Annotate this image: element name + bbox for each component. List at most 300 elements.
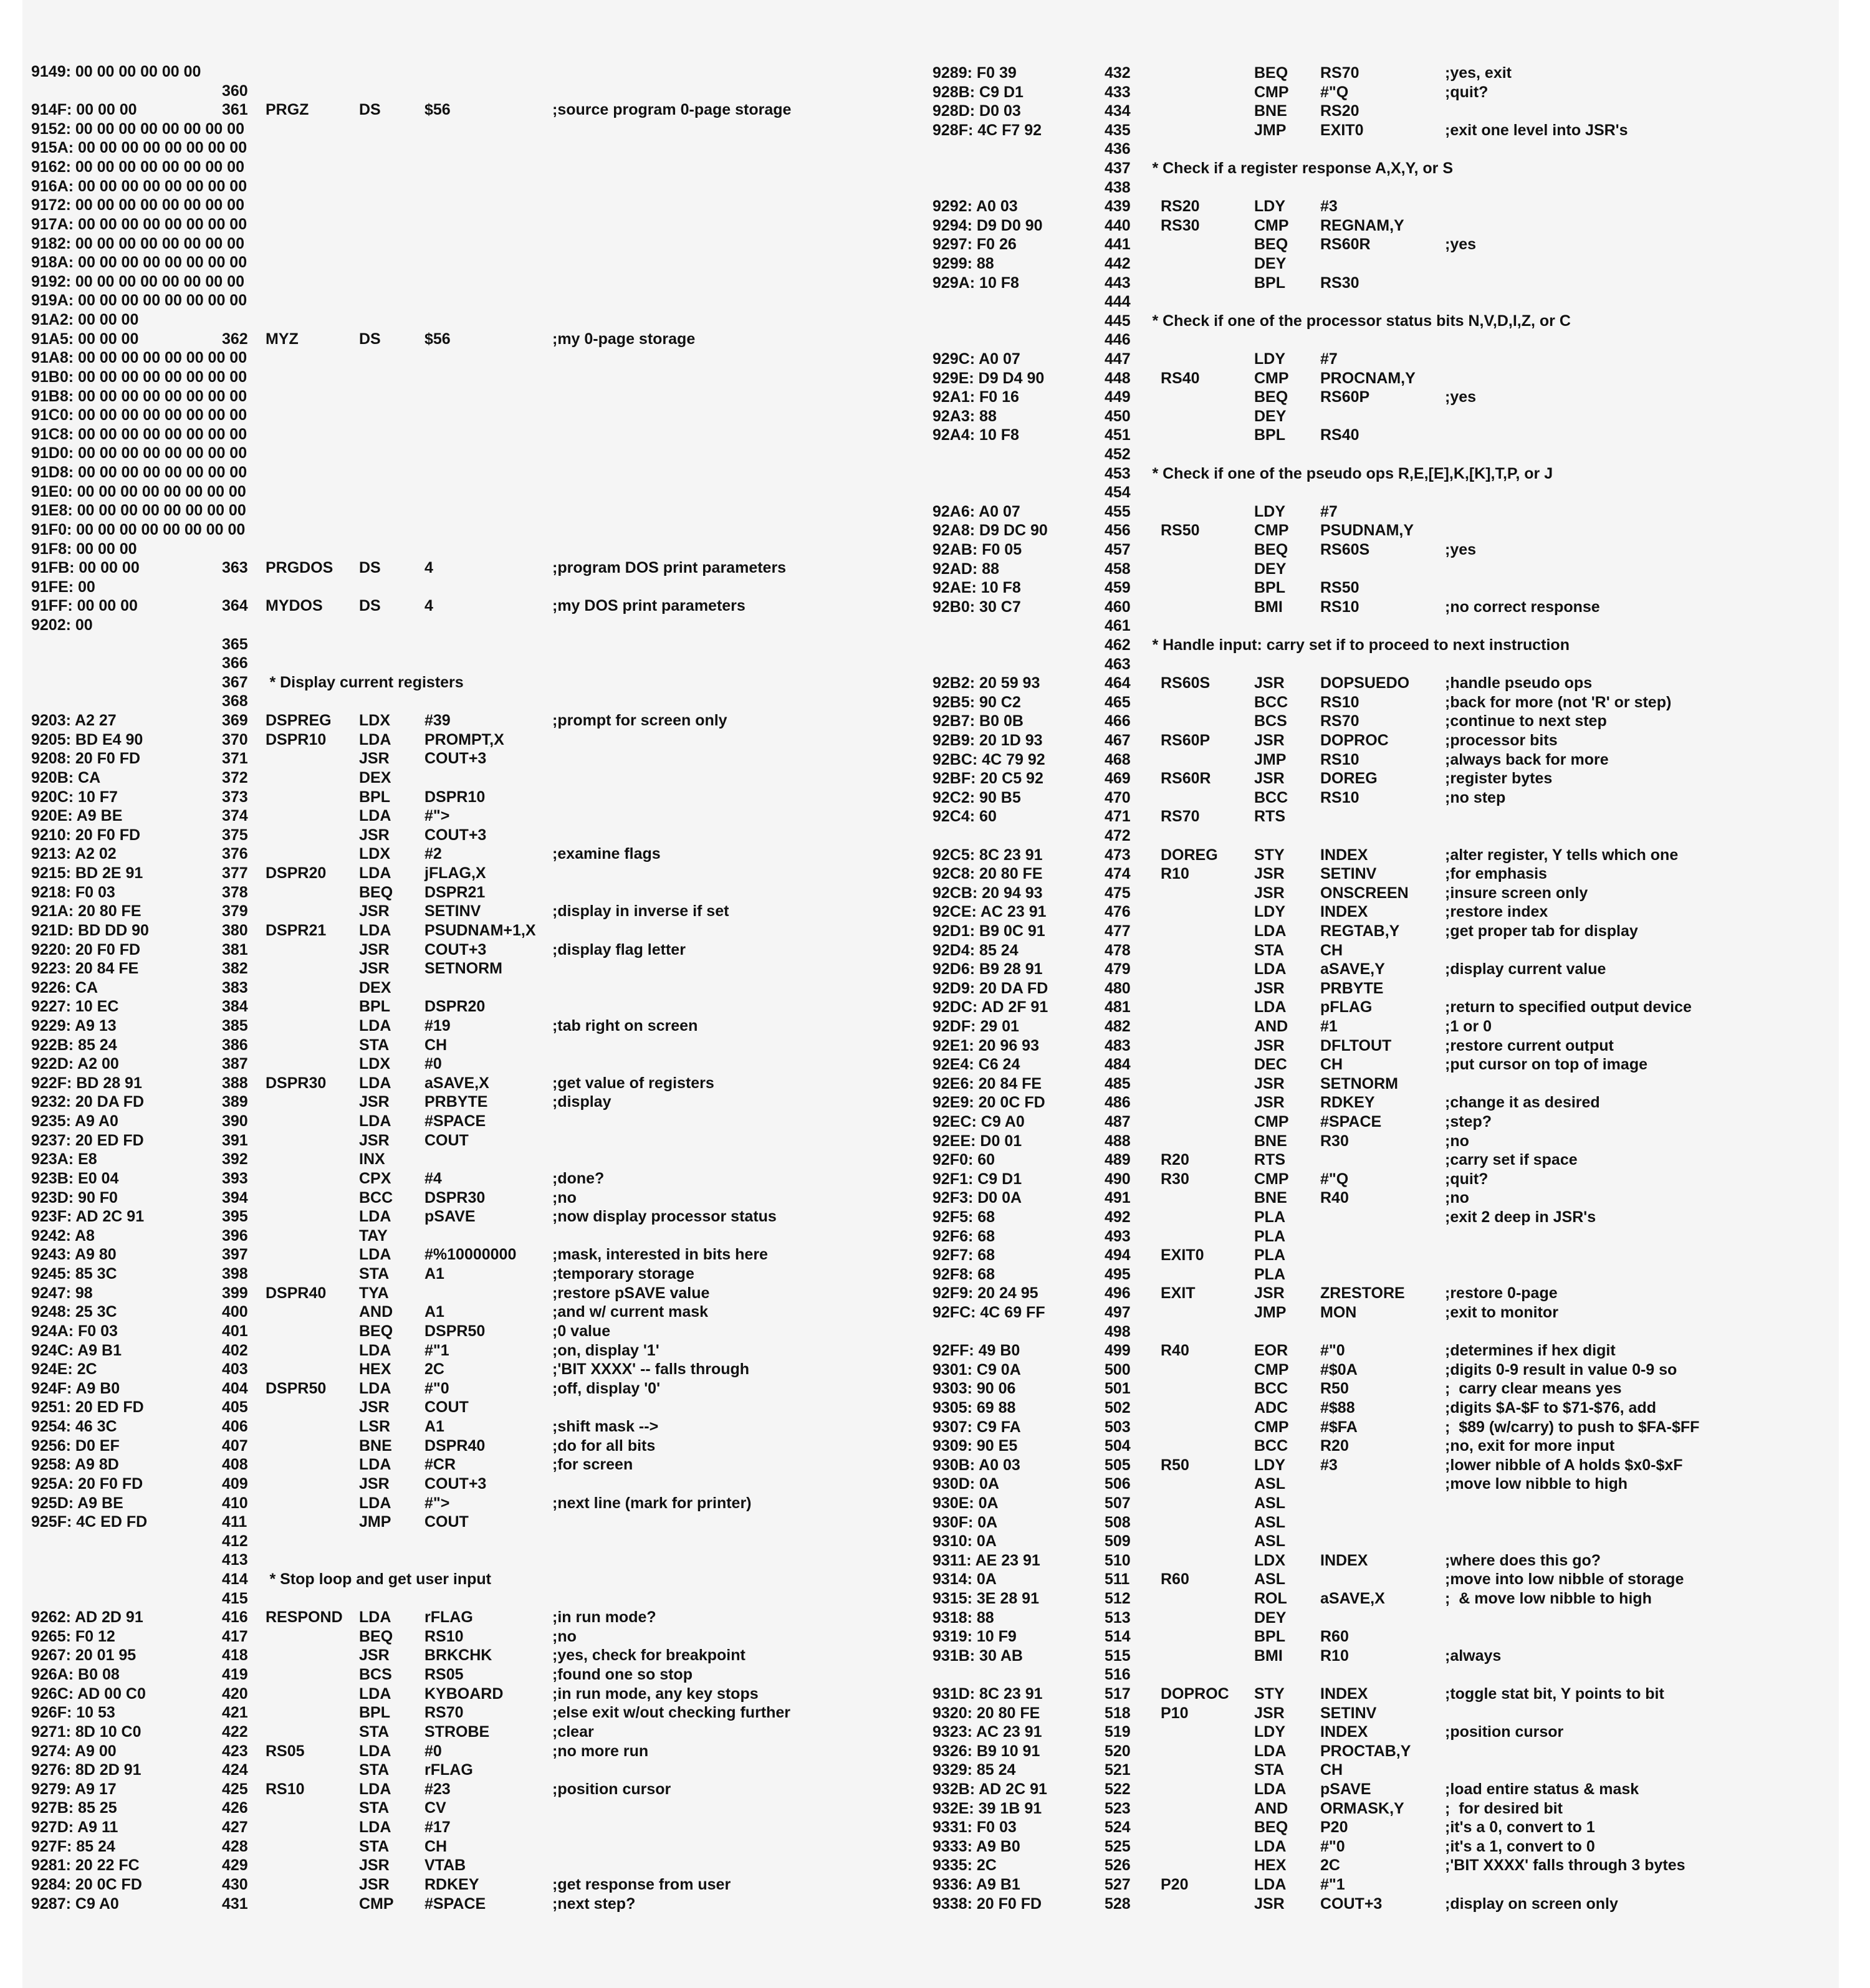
opcode: LDA <box>359 1379 391 1397</box>
comment: ;in run mode? <box>552 1608 656 1627</box>
address: 928B: C9 D1 <box>933 83 1024 101</box>
opcode: LDA <box>359 1456 391 1474</box>
line-number: 517 <box>1105 1685 1131 1703</box>
operand: #4 <box>424 1169 442 1187</box>
opcode: STA <box>359 1837 390 1855</box>
address: 92F9: 20 24 95 <box>933 1284 1038 1302</box>
address: 9247: 98 <box>31 1284 93 1302</box>
operand: INDEX <box>1320 846 1368 864</box>
operand: RS30 <box>1320 274 1359 292</box>
label: RS60P <box>1161 732 1211 749</box>
address: 9303: 90 06 <box>933 1380 1016 1398</box>
address: 931B: 30 AB <box>933 1646 1023 1665</box>
operand: INDEX <box>1320 1685 1368 1703</box>
line-number: 384 <box>222 998 248 1016</box>
address: 92D4: 85 24 <box>933 941 1019 959</box>
line-number: 389 <box>222 1093 248 1111</box>
line-number: 391 <box>222 1131 248 1149</box>
line-number: 374 <box>222 807 248 825</box>
line-number: 372 <box>222 768 248 786</box>
line-number: 409 <box>222 1474 248 1493</box>
operand: ONSCREEN <box>1320 884 1409 902</box>
comment: ;move into low nibble of storage <box>1445 1570 1684 1589</box>
label: DSPR50 <box>266 1379 327 1397</box>
address: 9279: A9 17 <box>31 1780 117 1798</box>
comment: ;position cursor <box>1445 1723 1564 1741</box>
operand: RS10 <box>1320 693 1359 711</box>
address: 930D: 0A <box>933 1475 999 1493</box>
operand: MON <box>1320 1304 1357 1321</box>
line-number: 520 <box>1105 1742 1131 1760</box>
operand: PSUDNAM+1,X <box>424 921 536 939</box>
opcode: BCC <box>1254 693 1288 711</box>
opcode: ASL <box>1254 1475 1285 1493</box>
comment: ;get proper tab for display <box>1445 922 1638 940</box>
line-number: 496 <box>1105 1284 1131 1302</box>
address: 92FF: 49 B0 <box>933 1342 1020 1360</box>
opcode: JSR <box>1254 865 1285 883</box>
address: 929E: D9 D4 90 <box>933 369 1045 387</box>
address: 930F: 0A <box>933 1513 998 1531</box>
line-number: 366 <box>222 654 248 672</box>
comment: ;mask, interested in bits here <box>552 1246 768 1264</box>
line-number: 388 <box>222 1074 248 1092</box>
line-number: 473 <box>1105 846 1131 864</box>
opcode: RTS <box>1254 808 1285 826</box>
operand: aSAVE,Y <box>1320 960 1385 978</box>
operand: #CR <box>424 1456 456 1474</box>
opcode: JSR <box>1254 732 1285 749</box>
comment: ;found one so stop <box>552 1666 693 1684</box>
opcode: LDA <box>1254 1742 1287 1760</box>
line-number: 418 <box>222 1646 248 1665</box>
line-number: 449 <box>1105 388 1131 406</box>
operand: CV <box>424 1799 446 1817</box>
address: 9319: 10 F9 <box>933 1628 1017 1646</box>
line-number: 450 <box>1105 407 1131 425</box>
line-number: 519 <box>1105 1723 1131 1741</box>
address: 923B: E0 04 <box>31 1169 119 1187</box>
opcode: AND <box>359 1303 393 1321</box>
address: 9338: 20 F0 FD <box>933 1895 1042 1913</box>
address: 92D1: B9 0C 91 <box>933 922 1045 940</box>
operand: COUT+3 <box>424 940 487 958</box>
operand: DSPR30 <box>424 1188 486 1207</box>
line-number: 399 <box>222 1284 248 1302</box>
opcode: TYA <box>359 1284 389 1302</box>
comment: ;get value of registers <box>552 1074 714 1092</box>
line-number: 364 <box>222 597 248 615</box>
line-number: 427 <box>222 1818 248 1837</box>
address: 92A4: 10 F8 <box>933 426 1019 444</box>
opcode: STA <box>1254 941 1285 959</box>
line-number: 423 <box>222 1742 248 1760</box>
opcode: LDA <box>359 864 391 882</box>
opcode: JSR <box>1254 1704 1285 1722</box>
address: 923A: E8 <box>31 1150 97 1168</box>
opcode: DEY <box>1254 560 1287 578</box>
line-number: 433 <box>1105 83 1131 101</box>
label: DSPR21 <box>266 921 327 939</box>
label: DSPR40 <box>266 1284 327 1302</box>
opcode: LDA <box>359 1818 391 1837</box>
comment: ; for desired bit <box>1445 1799 1563 1817</box>
comment: ;no <box>552 1627 577 1645</box>
address: 920E: A9 BE <box>31 807 123 825</box>
comment: ;program DOS print parameters <box>552 559 787 577</box>
opcode: JSR <box>1254 884 1285 902</box>
operand: CH <box>424 1837 448 1855</box>
line-number: 378 <box>222 883 248 901</box>
address: 91B0: 00 00 00 00 00 00 00 00 <box>31 368 247 386</box>
opcode: ADC <box>1254 1399 1288 1417</box>
address: 9289: F0 39 <box>933 64 1017 82</box>
opcode: LDX <box>359 712 390 730</box>
operand: pSAVE <box>1320 1780 1371 1798</box>
comment: ;temporary storage <box>552 1265 694 1283</box>
operand: CH <box>424 1036 448 1054</box>
label: DSPREG <box>266 712 332 730</box>
line-number: 506 <box>1105 1475 1131 1493</box>
opcode: LDA <box>1254 922 1287 940</box>
line-number: 497 <box>1105 1304 1131 1321</box>
label: EXIT0 <box>1161 1246 1204 1264</box>
comment: ;in run mode, any key stops <box>552 1685 759 1703</box>
comment: ;no <box>1445 1189 1469 1207</box>
opcode: LDA <box>359 1685 391 1703</box>
address: 91A5: 00 00 00 <box>31 330 139 348</box>
opcode: PLA <box>1254 1265 1285 1283</box>
section-comment: 414 * Stop loop and get user input <box>222 1570 491 1588</box>
address: 9310: 0A <box>933 1532 997 1551</box>
line-number: 493 <box>1105 1227 1131 1245</box>
address: 9149: 00 00 00 00 00 00 <box>31 63 201 80</box>
address: 931D: 8C 23 91 <box>933 1685 1043 1703</box>
address: 9333: A9 B0 <box>933 1837 1020 1855</box>
address: 9248: 25 3C <box>31 1303 117 1321</box>
operand: #"> <box>424 1494 450 1512</box>
comment: ;register bytes <box>1445 770 1553 788</box>
line-number: 417 <box>222 1627 248 1645</box>
address: 919A: 00 00 00 00 00 00 00 00 <box>31 292 247 310</box>
line-number: 400 <box>222 1303 248 1321</box>
opcode: BNE <box>1254 102 1287 120</box>
address: 9213: A2 02 <box>31 845 117 863</box>
address: 9314: 0A <box>933 1570 997 1589</box>
section-comment: 445 * Check if one of the processor status bits N,V,D,I,Z, or C <box>1105 312 1571 330</box>
operand: #7 <box>1320 502 1338 520</box>
comment: ;alter register, Y tells which one <box>1445 846 1679 864</box>
line-number: 499 <box>1105 1342 1131 1360</box>
line-number: 492 <box>1105 1208 1131 1226</box>
operand: DFLTOUT <box>1320 1036 1392 1054</box>
line-number: 407 <box>222 1436 248 1455</box>
address: 9292: A0 03 <box>933 198 1018 216</box>
opcode: STA <box>359 1799 390 1817</box>
address: 91FF: 00 00 00 <box>31 597 138 615</box>
address: 9202: 00 <box>31 616 93 634</box>
opcode: LDY <box>1254 198 1285 216</box>
address: 914F: 00 00 00 <box>31 101 137 119</box>
address: 929A: 10 F8 <box>933 274 1019 292</box>
address: 917A: 00 00 00 00 00 00 00 00 <box>31 215 247 233</box>
line-number: 526 <box>1105 1857 1131 1875</box>
line-number: 484 <box>1105 1056 1131 1074</box>
line-number: 362 <box>222 330 248 348</box>
operand: pFLAG <box>1320 998 1373 1016</box>
line-number: 490 <box>1105 1170 1131 1188</box>
opcode: DS <box>359 330 381 348</box>
comment: ;it's a 0, convert to 1 <box>1445 1818 1595 1837</box>
address: 9227: 10 EC <box>31 998 119 1016</box>
address: 92B7: B0 0B <box>933 712 1024 730</box>
label: RS10 <box>266 1780 305 1798</box>
comment: ;done? <box>552 1169 605 1187</box>
comment: ;clear <box>552 1723 594 1741</box>
line-number: 522 <box>1105 1780 1131 1798</box>
comment: ;next line (mark for printer) <box>552 1494 752 1512</box>
opcode: BMI <box>1254 1646 1283 1665</box>
address: 92A1: F0 16 <box>933 388 1019 406</box>
operand: RS10 <box>1320 788 1359 806</box>
comment: ;do for all bits <box>552 1436 656 1455</box>
opcode: RTS <box>1254 1151 1285 1169</box>
comment: ;insure screen only <box>1445 884 1588 902</box>
operand: PRBYTE <box>424 1093 488 1111</box>
operand: COUT+3 <box>1320 1895 1383 1913</box>
label: MYDOS <box>266 597 323 615</box>
address: 9223: 20 84 FE <box>31 960 139 978</box>
opcode: BNE <box>359 1436 392 1455</box>
line-number: 368 <box>222 692 248 710</box>
comment: ;0 value <box>552 1322 611 1340</box>
line-number: 489 <box>1105 1151 1131 1169</box>
address: 92B2: 20 59 93 <box>933 674 1040 692</box>
line-number: 401 <box>222 1322 248 1340</box>
operand: CH <box>1320 1056 1343 1074</box>
opcode: ASL <box>1254 1532 1285 1551</box>
address: 92F5: 68 <box>933 1208 995 1226</box>
address: 9215: BD 2E 91 <box>31 864 143 882</box>
label: R40 <box>1161 1342 1189 1360</box>
operand: #"0 <box>1320 1342 1345 1360</box>
comment: ;always back for more <box>1445 750 1609 768</box>
operand: #"Q <box>1320 1170 1349 1188</box>
opcode: BPL <box>1254 426 1285 444</box>
address: 924F: A9 B0 <box>31 1379 120 1397</box>
opcode: CMP <box>1254 1360 1289 1379</box>
comment: ;digits $A-$F to $71-$76, add <box>1445 1399 1656 1417</box>
opcode: BEQ <box>359 1627 393 1645</box>
address: 9152: 00 00 00 00 00 00 00 00 <box>31 120 244 138</box>
label: RS60R <box>1161 770 1211 788</box>
comment: ; & move low nibble to high <box>1445 1590 1652 1607</box>
comment: ;always <box>1445 1646 1502 1665</box>
opcode: JSR <box>359 826 390 844</box>
line-number: 438 <box>1105 178 1131 196</box>
opcode: TAY <box>359 1226 388 1245</box>
line-number: 390 <box>222 1112 248 1130</box>
operand: DSPR10 <box>424 788 486 806</box>
opcode: PLA <box>1254 1227 1285 1245</box>
comment: ;continue to next step <box>1445 712 1607 730</box>
operand: PROCTAB,Y <box>1320 1742 1411 1760</box>
line-number: 403 <box>222 1360 248 1379</box>
address: 92E4: C6 24 <box>933 1056 1020 1074</box>
address: 9274: A9 00 <box>31 1742 117 1760</box>
address: 925D: A9 BE <box>31 1494 123 1512</box>
line-number: 518 <box>1105 1704 1131 1722</box>
opcode: JSR <box>1254 979 1285 997</box>
line-number: 398 <box>222 1265 248 1283</box>
operand: A1 <box>424 1265 444 1283</box>
operand: #"1 <box>424 1341 449 1359</box>
opcode: JSR <box>1254 1284 1285 1302</box>
address: 923D: 90 F0 <box>31 1188 118 1207</box>
operand: REGTAB,Y <box>1320 922 1400 940</box>
operand: #"> <box>424 807 450 825</box>
line-number: 475 <box>1105 884 1131 902</box>
address: 9172: 00 00 00 00 00 00 00 00 <box>31 196 244 214</box>
opcode: JSR <box>1254 674 1285 692</box>
line-number: 361 <box>222 101 248 119</box>
opcode: CMP <box>1254 1170 1289 1188</box>
address: 92AB: F0 05 <box>933 541 1022 558</box>
line-number: 508 <box>1105 1513 1131 1531</box>
address: 92AD: 88 <box>933 560 999 578</box>
address: 92AE: 10 F8 <box>933 579 1021 597</box>
address: 932E: 39 1B 91 <box>933 1799 1042 1817</box>
line-number: 504 <box>1105 1437 1131 1455</box>
operand: VTAB <box>424 1857 466 1875</box>
address: 9336: A9 B1 <box>933 1876 1020 1893</box>
address: 9182: 00 00 00 00 00 00 00 00 <box>31 234 244 252</box>
comment: ;1 or 0 <box>1445 1018 1492 1035</box>
address: 918A: 00 00 00 00 00 00 00 00 <box>31 254 247 272</box>
line-number: 444 <box>1105 293 1131 311</box>
opcode: BEQ <box>1254 388 1288 406</box>
comment: ;lower nibble of A holds $x0-$xF <box>1445 1456 1683 1474</box>
line-number: 498 <box>1105 1322 1131 1340</box>
address: 925A: 20 F0 FD <box>31 1474 143 1493</box>
comment: ;yes <box>1445 236 1477 254</box>
comment: ;it's a 1, convert to 0 <box>1445 1837 1595 1855</box>
operand: REGNAM,Y <box>1320 216 1404 234</box>
opcode: DEX <box>359 768 391 786</box>
operand: R50 <box>1320 1380 1349 1398</box>
operand: CH <box>1320 941 1343 959</box>
line-number: 412 <box>222 1532 248 1550</box>
comment: ;restore current output <box>1445 1036 1614 1054</box>
operand: RS05 <box>424 1666 464 1684</box>
opcode: BEQ <box>1254 1818 1288 1837</box>
comment: ;load entire status & mask <box>1445 1780 1639 1798</box>
line-number: 420 <box>222 1685 248 1703</box>
opcode: LDX <box>359 845 390 863</box>
address: 9294: D9 D0 90 <box>933 216 1043 234</box>
opcode: BCS <box>359 1666 392 1684</box>
operand: RS60S <box>1320 541 1370 558</box>
label: RS60S <box>1161 674 1211 692</box>
opcode: LDY <box>1254 1456 1285 1474</box>
comment: ;tab right on screen <box>552 1017 698 1035</box>
operand: DSPR50 <box>424 1322 486 1340</box>
line-number: 528 <box>1105 1895 1131 1913</box>
comment: ;for screen <box>552 1456 633 1474</box>
address: 9323: AC 23 91 <box>933 1723 1042 1741</box>
opcode: BPL <box>1254 579 1285 597</box>
opcode: JSR <box>359 960 390 978</box>
address: 91E8: 00 00 00 00 00 00 00 00 <box>31 502 246 520</box>
operand: #23 <box>424 1780 451 1798</box>
comment: ;else exit w/out checking further <box>552 1704 791 1722</box>
address: 92CB: 20 94 93 <box>933 884 1043 902</box>
line-number: 447 <box>1105 350 1131 368</box>
address: 924A: F0 03 <box>31 1322 118 1340</box>
opcode: CMP <box>1254 83 1289 101</box>
address: 9320: 20 80 FE <box>933 1704 1040 1722</box>
opcode: LDA <box>359 1742 391 1760</box>
opcode: CMP <box>1254 1113 1289 1130</box>
address: 92C8: 20 80 FE <box>933 865 1043 883</box>
opcode: JSR <box>359 1131 390 1149</box>
opcode: AND <box>1254 1799 1288 1817</box>
line-number: 379 <box>222 902 248 920</box>
line-number: 373 <box>222 788 248 806</box>
opcode: LDA <box>359 1112 391 1130</box>
operand: #3 <box>1320 198 1338 216</box>
comment: ;back for more (not 'R' or step) <box>1445 693 1672 711</box>
operand: SETNORM <box>424 960 502 978</box>
opcode: STA <box>359 1265 390 1283</box>
comment: ;exit 2 deep in JSR's <box>1445 1208 1596 1226</box>
line-number: 371 <box>222 750 248 768</box>
comment: ;no more run <box>552 1742 649 1760</box>
operand: 4 <box>424 559 433 577</box>
address: 92EC: C9 A0 <box>933 1113 1025 1130</box>
comment: ;yes, check for breakpoint <box>552 1646 746 1665</box>
opcode: LDX <box>1254 1551 1285 1569</box>
line-number: 483 <box>1105 1036 1131 1054</box>
line-number: 468 <box>1105 750 1131 768</box>
address: 920C: 10 F7 <box>31 788 118 806</box>
line-number: 381 <box>222 940 248 958</box>
address: 9245: 85 3C <box>31 1265 117 1283</box>
line-number: 452 <box>1105 446 1131 463</box>
opcode: AND <box>1254 1018 1288 1035</box>
comment: ;return to specified output device <box>1445 998 1692 1016</box>
opcode: BPL <box>1254 1628 1285 1646</box>
address: 9297: F0 26 <box>933 236 1017 254</box>
operand: rFLAG <box>424 1608 473 1627</box>
comment: ;shift mask --> <box>552 1418 659 1436</box>
label: RS20 <box>1161 198 1200 216</box>
operand: INDEX <box>1320 903 1368 921</box>
address: 9192: 00 00 00 00 00 00 00 00 <box>31 272 244 290</box>
operand: RS70 <box>424 1704 464 1722</box>
label: RS40 <box>1161 369 1200 387</box>
opcode: BPL <box>359 998 390 1016</box>
address: 9265: F0 12 <box>31 1627 115 1645</box>
opcode: BNE <box>1254 1132 1287 1150</box>
line-number: 454 <box>1105 484 1131 502</box>
operand: RS40 <box>1320 426 1359 444</box>
address: 930B: A0 03 <box>933 1456 1020 1474</box>
opcode: CPX <box>359 1169 391 1187</box>
opcode: EOR <box>1254 1342 1288 1360</box>
address: 930E: 0A <box>933 1494 999 1512</box>
address: 92E1: 20 96 93 <box>933 1036 1039 1054</box>
